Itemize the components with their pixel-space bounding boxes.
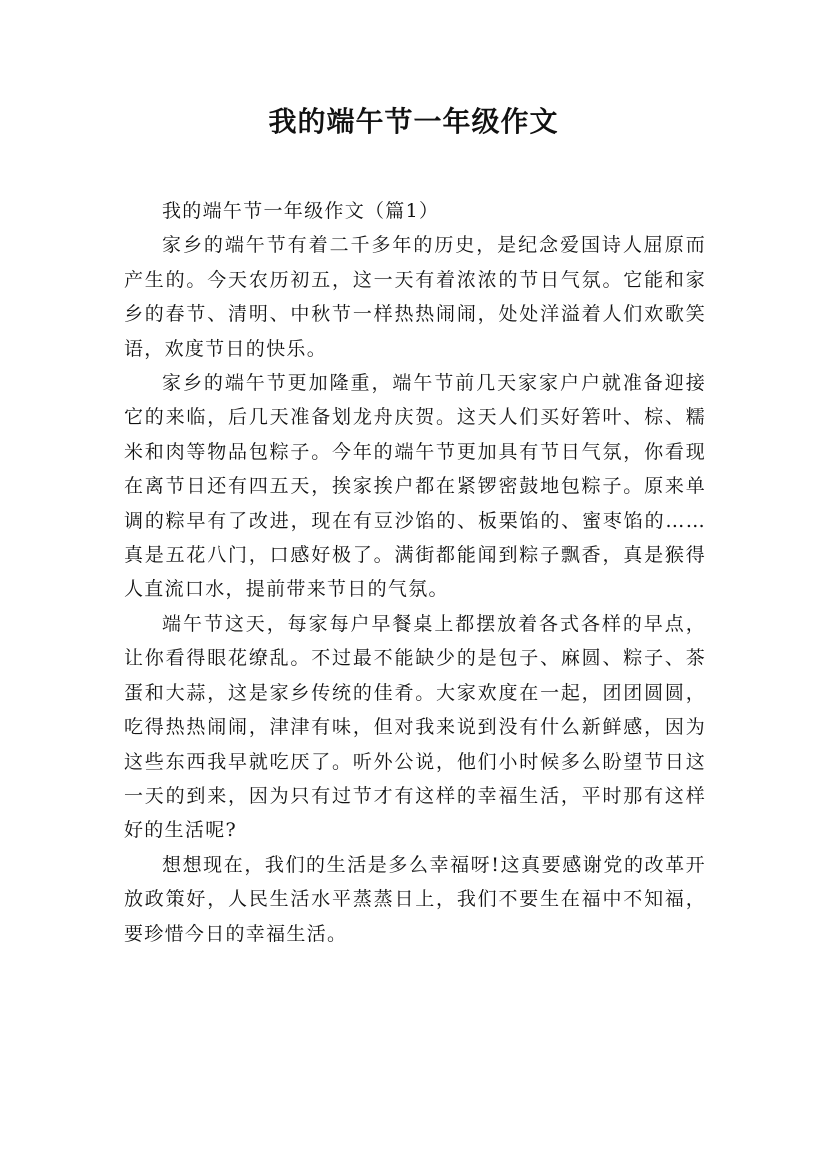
paragraph-3: 端午节这天，每家每户早餐桌上都摆放着各式各样的早点，让你看得眼花缭乱。不过最不能缺少的是包子、麻圆、粽子、茶蛋和大蒜，这是家乡传统的佳肴。大家欢度在一起，团团圆圆，吃得热热闹闹，津津有味，但对我来说到没有什么新鲜感，因为这些东西我早就吃厌了。听外公说，他们小时候多么盼望节日这一天的到来，因为只有过节才有这样的幸福生活，平时那有这样好的生活呢? <box>124 612 706 842</box>
article-body <box>124 194 706 951</box>
article-subtitle: 我的端午节一年级作文（篇1） <box>162 200 440 222</box>
paragraph-1: 家乡的端午节有着二千多年的历史，是纪念爱国诗人屈原而产生的。今天农历初五，这一天有着浓浓的节日气氛。它能和家乡的春节、清明、中秋节一样热热闹闹，处处洋溢着人们欢歌笑语，欢度节日的快乐。 <box>124 234 706 360</box>
paragraph-4: 想想现在，我们的生活是多么幸福呀!这真要感谢党的改革开放政策好，人民生活水平蒸蒸日上，我们不要生在福中不知福，要珍惜今日的幸福生活。 <box>124 853 706 945</box>
paragraph-2: 家乡的端午节更加隆重，端午节前几天家家户户就准备迎接它的来临，后几天准备划龙舟庆贺。这天人们买好箬叶、棕、糯米和肉等物品包粽子。今年的端午节更加具有节日气氛，你看现在离节日还有四五天，挨家挨户都在紧锣密鼓地包粽子。原来单调的粽早有了改进，现在有豆沙馅的、板栗馅的、蜜枣馅的……真是五花八门，口感好极了。满街都能闻到粽子飘香，真是猴得人直流口水，提前带来节日的气氛。 <box>124 372 706 601</box>
page-title: 我的端午节一年级作文 <box>268 105 559 138</box>
